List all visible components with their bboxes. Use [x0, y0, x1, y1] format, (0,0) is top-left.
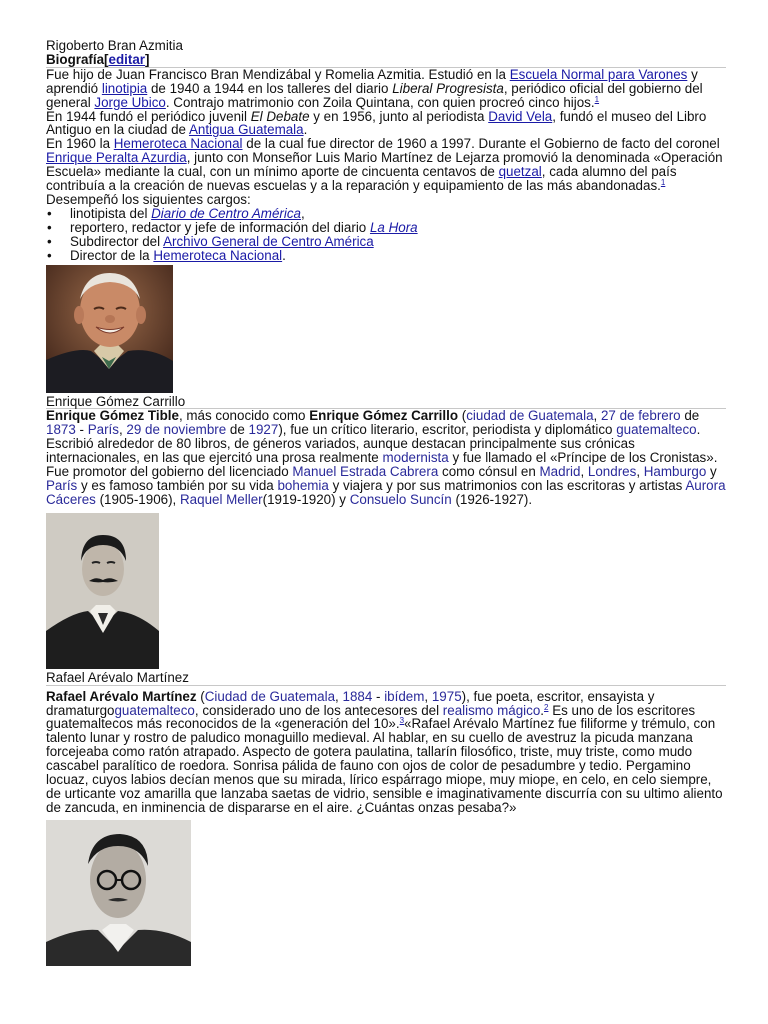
- text-run: , más conocido como: [178, 408, 310, 424]
- bold-text: Enrique Gómez Tible: [46, 408, 179, 424]
- wiki-link[interactable]: ciudad de Guatemala: [466, 408, 594, 424]
- section-heading-label: Biografía: [46, 51, 105, 67]
- gomez-paragraph: [46, 409, 726, 506]
- portrait-photo-gomez: [46, 513, 159, 669]
- wiki-link[interactable]: Escuela Normal para Varones: [509, 66, 688, 82]
- reference-link[interactable]: 1: [660, 178, 666, 188]
- wiki-link[interactable]: bohemia: [277, 477, 329, 493]
- text-run: ,: [636, 464, 644, 480]
- edit-link[interactable]: editar: [108, 51, 145, 67]
- text-run: En 1944 fundó el periódico juvenil: [46, 108, 251, 124]
- text-run: Fue hijo de Juan Francisco Bran Mendizábal y Romelia Azmitia. Estudió en la: [46, 66, 510, 82]
- wiki-link[interactable]: quetzal: [498, 164, 542, 180]
- text-run: de la cual fue director de 1960 a 1997. Durante el Gobierno de facto del coronel: [242, 136, 720, 152]
- list-item: [46, 221, 726, 235]
- text-run: .: [282, 247, 286, 263]
- text-run: ,: [118, 422, 127, 438]
- bran-paragraph-3: [46, 137, 726, 193]
- wiki-link[interactable]: David Vela: [488, 108, 553, 124]
- text-run: de: [226, 422, 249, 438]
- text-run: y es famoso también por su vida: [77, 477, 278, 493]
- photo-caption-gomez: Enrique Gómez Carrillo: [46, 395, 726, 410]
- wiki-link[interactable]: modernista: [382, 450, 449, 466]
- bold-text: Rafael Arévalo Martínez: [46, 688, 197, 704]
- article: [46, 39, 726, 966]
- wiki-link[interactable]: Hemeroteca Nacional: [153, 247, 283, 263]
- text-run: ,: [580, 464, 588, 480]
- text-run: y viajera y por sus matrimonios con las escritoras y artistas: [328, 477, 686, 493]
- text-run: , junto con Monseñor Luis Mario Martínez de Lejarza promovió la denominada «Operación Escuela» mediante la cual, con un mínimo aporte de cincuenta centavos de: [46, 150, 723, 180]
- text-run: ,: [335, 688, 343, 704]
- wiki-link[interactable]: Jorge Ubico: [94, 94, 166, 110]
- wiki-link[interactable]: Hemeroteca Nacional: [113, 136, 243, 152]
- bran-paragraph-2: [46, 110, 726, 138]
- arevalo-paragraph: [46, 690, 726, 815]
- text-run: de 1940 a 1944 en los talleres del diario: [147, 80, 393, 96]
- text-run: ,: [424, 688, 432, 704]
- text-run: (: [196, 688, 205, 704]
- text-run: , periódico oficial del gobierno del general: [46, 80, 703, 110]
- text-run: reportero, redactor y jefe de información del diario: [70, 219, 370, 235]
- text-run: . Escribió alrededor de 80 libros, de géneros variados, aunque destacan principalmente sus crónicas internacionales, en las que ejercitó una prosa realmente: [46, 422, 701, 466]
- text-run: En 1960 la: [46, 136, 114, 152]
- text-run: ,: [593, 408, 601, 424]
- wiki-link[interactable]: realismo mágico: [442, 702, 541, 718]
- text-run: (1926-1927).: [451, 491, 533, 507]
- reference-link[interactable]: 1: [594, 94, 600, 104]
- wiki-link[interactable]: 1884: [342, 688, 373, 704]
- text-run: Director de la: [70, 247, 154, 263]
- edit-bracket-open: [: [104, 51, 109, 67]
- wiki-link[interactable]: Archivo General de Centro América: [163, 233, 374, 249]
- wiki-link[interactable]: 29 de noviembre: [126, 422, 227, 438]
- wiki-link[interactable]: guatemalteco: [114, 702, 195, 718]
- wiki-link[interactable]: Ciudad de Guatemala: [204, 688, 336, 704]
- text-run: ), fue un crítico literario, escritor, periodista y diplomático: [278, 422, 617, 438]
- wiki-link[interactable]: Aurora Cáceres: [46, 477, 726, 507]
- reference-sup: [595, 95, 599, 104]
- wiki-link[interactable]: La Hora: [369, 219, 418, 235]
- wiki-link[interactable]: París: [87, 422, 119, 438]
- wiki-link[interactable]: 1975: [431, 688, 462, 704]
- wiki-link[interactable]: Hamburgo: [643, 464, 707, 480]
- wiki-link[interactable]: 1927: [248, 422, 279, 438]
- wiki-link[interactable]: Antigua Guatemala: [188, 122, 304, 138]
- list-item: [46, 249, 726, 263]
- text-run: «Rafael Arévalo Martínez fue filiforme y trémulo, con talento lunar y rostro de paludico monaguillo medieval. Al hablar, en su cuello de avestruz la picuda manzana forcejeaba como ratón atrapado. Aspecto de gotera paulatina, tallarín filosófico, triste, muy triste, como mudo cascabel paralítico de roedora. Sonrisa pálida de fauno con ojos de color de pesadumbre y tedio. Pergamino locuaz, cuyos labios decían menos que su mirada, lírico espárrago miope, muy miope, en celo, en celo siempre, de urticante voz amarilla que lanzaba saetas de vidrio, sensible e imaginativamente discurría con su ultimo aliento de zancuda, en inminencia de dispararse en el aire. ¿Cuántas onzas pesaba?»: [46, 716, 723, 815]
- text-run: (: [458, 408, 467, 424]
- reference-link[interactable]: 2: [544, 702, 549, 712]
- italic-text: El Debate: [250, 108, 310, 124]
- text-run: linotipista del: [70, 205, 152, 221]
- text-run: y fue llamado el «Príncipe de los Cronistas». Fue promotor del gobierno del licenciado: [46, 450, 718, 480]
- text-run: como cónsul en: [438, 464, 540, 480]
- portrait-photo-arevalo: [46, 820, 191, 966]
- wiki-link[interactable]: 1873: [46, 422, 76, 438]
- list-item: [46, 207, 726, 221]
- text-run: . Contrajo matrimonio con Zoila Quintana, con quien procreó cinco hijos.: [165, 94, 595, 110]
- text-run: y en 1956, junto al periodista: [309, 108, 489, 124]
- reference-link[interactable]: 3: [399, 716, 405, 726]
- bold-text: Enrique Gómez Carrillo: [309, 408, 459, 424]
- wiki-link[interactable]: Madrid: [539, 464, 581, 480]
- wiki-link[interactable]: Raquel Meller: [180, 491, 263, 507]
- wiki-link[interactable]: Londres: [587, 464, 637, 480]
- text-run: , cada alumno del país contribuía a la creación de nuevas escuelas y a la reparación y equipamiento de las más abandonadas.: [46, 164, 677, 194]
- text-run: ), fue poeta, escritor, ensayista y dramaturgo: [46, 688, 655, 718]
- bran-paragraph-1: [46, 68, 726, 110]
- wiki-link[interactable]: Consuelo Suncín: [349, 491, 452, 507]
- edit-bracket-close: ]: [144, 51, 150, 67]
- text-run: , considerado uno de los antecesores del: [194, 702, 443, 718]
- text-run: , fundó el museo del Libro Antiguo en la ciudad de: [46, 108, 707, 138]
- text-run: .: [303, 122, 308, 138]
- italic-text: Liberal Progresista: [392, 80, 504, 96]
- wiki-link[interactable]: Diario de Centro América: [151, 205, 301, 221]
- text-run: Subdirector del: [70, 233, 164, 249]
- list-item: [46, 235, 726, 249]
- wiki-link[interactable]: París: [46, 477, 78, 493]
- portrait-photo-bran: [46, 265, 173, 393]
- text-run: -: [372, 688, 385, 704]
- photo-caption-arevalo: Rafael Arévalo Martínez: [46, 671, 726, 686]
- wiki-link[interactable]: ibídem: [384, 688, 425, 704]
- wiki-link[interactable]: Enrique Peralta Azurdia: [46, 150, 187, 166]
- text-run: de: [680, 408, 700, 424]
- cargos-list: [46, 207, 726, 263]
- text-run: y: [706, 464, 717, 480]
- wiki-link[interactable]: 27 de febrero: [600, 408, 681, 424]
- text-run: Desempeñó los siguientes cargos:: [46, 191, 251, 207]
- text-run: .: [540, 702, 545, 718]
- text-run: ,: [300, 205, 305, 221]
- wiki-link[interactable]: linotipia: [101, 80, 148, 96]
- text-run: (1919-1920) y: [262, 491, 350, 507]
- wiki-link[interactable]: guatemalteco: [616, 422, 697, 438]
- bran-paragraph-4: [46, 193, 726, 207]
- page-title: Rigoberto Bran Azmitia: [46, 38, 183, 53]
- text-run: (1905-1906),: [95, 491, 180, 507]
- reference-sup: [661, 178, 665, 187]
- text-run: -: [75, 422, 88, 438]
- text-run: Es uno de los escritores guatemaltecos más reconocidos de la «generación del 10».: [46, 702, 696, 732]
- wiki-link[interactable]: Manuel Estrada Cabrera: [292, 464, 439, 480]
- section-heading-biografia: [46, 53, 726, 68]
- text-run: y aprendió: [46, 66, 698, 96]
